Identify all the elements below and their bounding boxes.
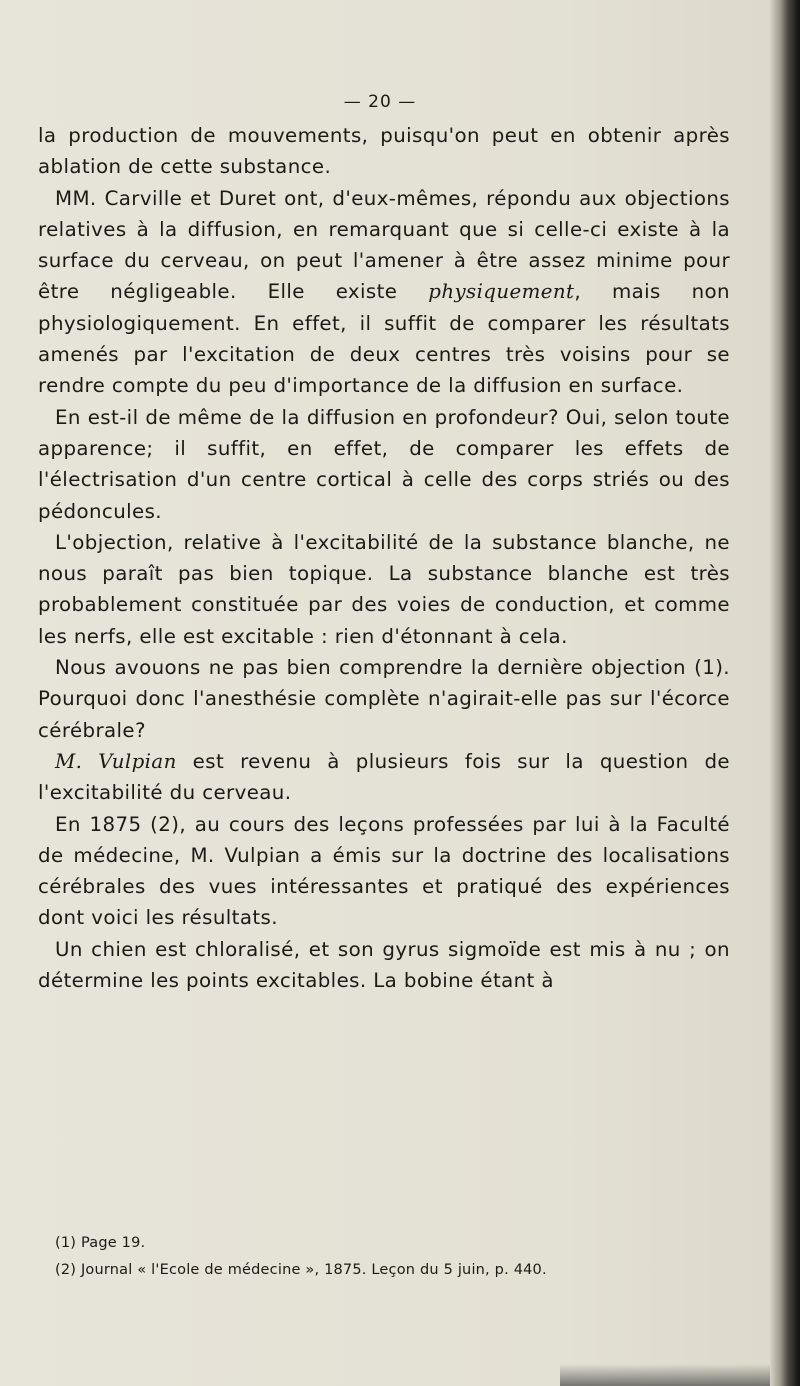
book-binding-edge [770,0,800,1386]
paragraph-text: MM. Carville et Duret ont, d'eux-mêmes, répondu aux objections relatives à la diffusion, en remarquant que si celle-ci existe à la surface du cerveau, on peut l'amener à être assez minime pour être négligeable. Elle existe [38,186,730,304]
page-corner-shadow [560,1364,770,1386]
emphasis-physiquement: physiquement [428,280,575,304]
footnote-2: (2) Journal « l'Ecole de médecine », 1875. Leçon du 5 juin, p. 440. [55,1262,547,1278]
emphasis-vulpian: M. Vulpian [55,749,177,773]
paragraph-derniere-objection: Nous avouons ne pas bien comprendre la dernière objection (1). Pourquoi donc l'anesthésie complète n'agirait-elle pas sur l'écorce cérébrale? [38,656,730,742]
paragraph-text: est revenu à plusieurs fois sur la question de l'excitabilité du cerveau. [38,749,730,805]
paragraph-substance-blanche: L'objection, relative à l'excitabilité de la substance blanche, ne nous paraît pas bien topique. La substance blanche est très probablement constituée par des voies de conduction, et comme les nerfs, elle est excitable : rien d'étonnant à cela. [38,530,730,648]
body-text [38,120,730,996]
paragraph-vulpian [38,746,730,809]
paragraph-continuation: la production de mouvements, puisqu'on peut en obtenir après ablation de cette substance. [38,124,730,179]
footnotes [55,1230,735,1284]
paragraph-text: , mais non physiologiquement. En effet, il suffit de comparer les résultats amenés par l'excitation de deux centres très voisins pour se rendre compte du peu d'importance de la diffusion en surface. [38,280,730,398]
paragraph-1875: En 1875 (2), au cours des leçons professées par lui à la Faculté de médecine, M. Vulpian a émis sur la doctrine des localisations cérébrales des vues intéressantes et pratiqué des expériences dont voici les résultats. [38,812,730,930]
paragraph-profondeur: En est-il de même de la diffusion en profondeur? Oui, selon toute apparence; il suffit, en effet, de comparer les effets de l'électrisation d'un centre cortical à celle des corps striés ou des pédoncules. [38,405,730,523]
paragraph-carville-duret [38,183,730,402]
page-number: — 20 — [343,92,417,112]
paragraph-chien: Un chien est chloralisé, et son gyrus sigmoïde est mis à nu ; on détermine les points excitables. La bobine étant à [38,937,730,993]
footnote-1: (1) Page 19. [55,1235,146,1251]
